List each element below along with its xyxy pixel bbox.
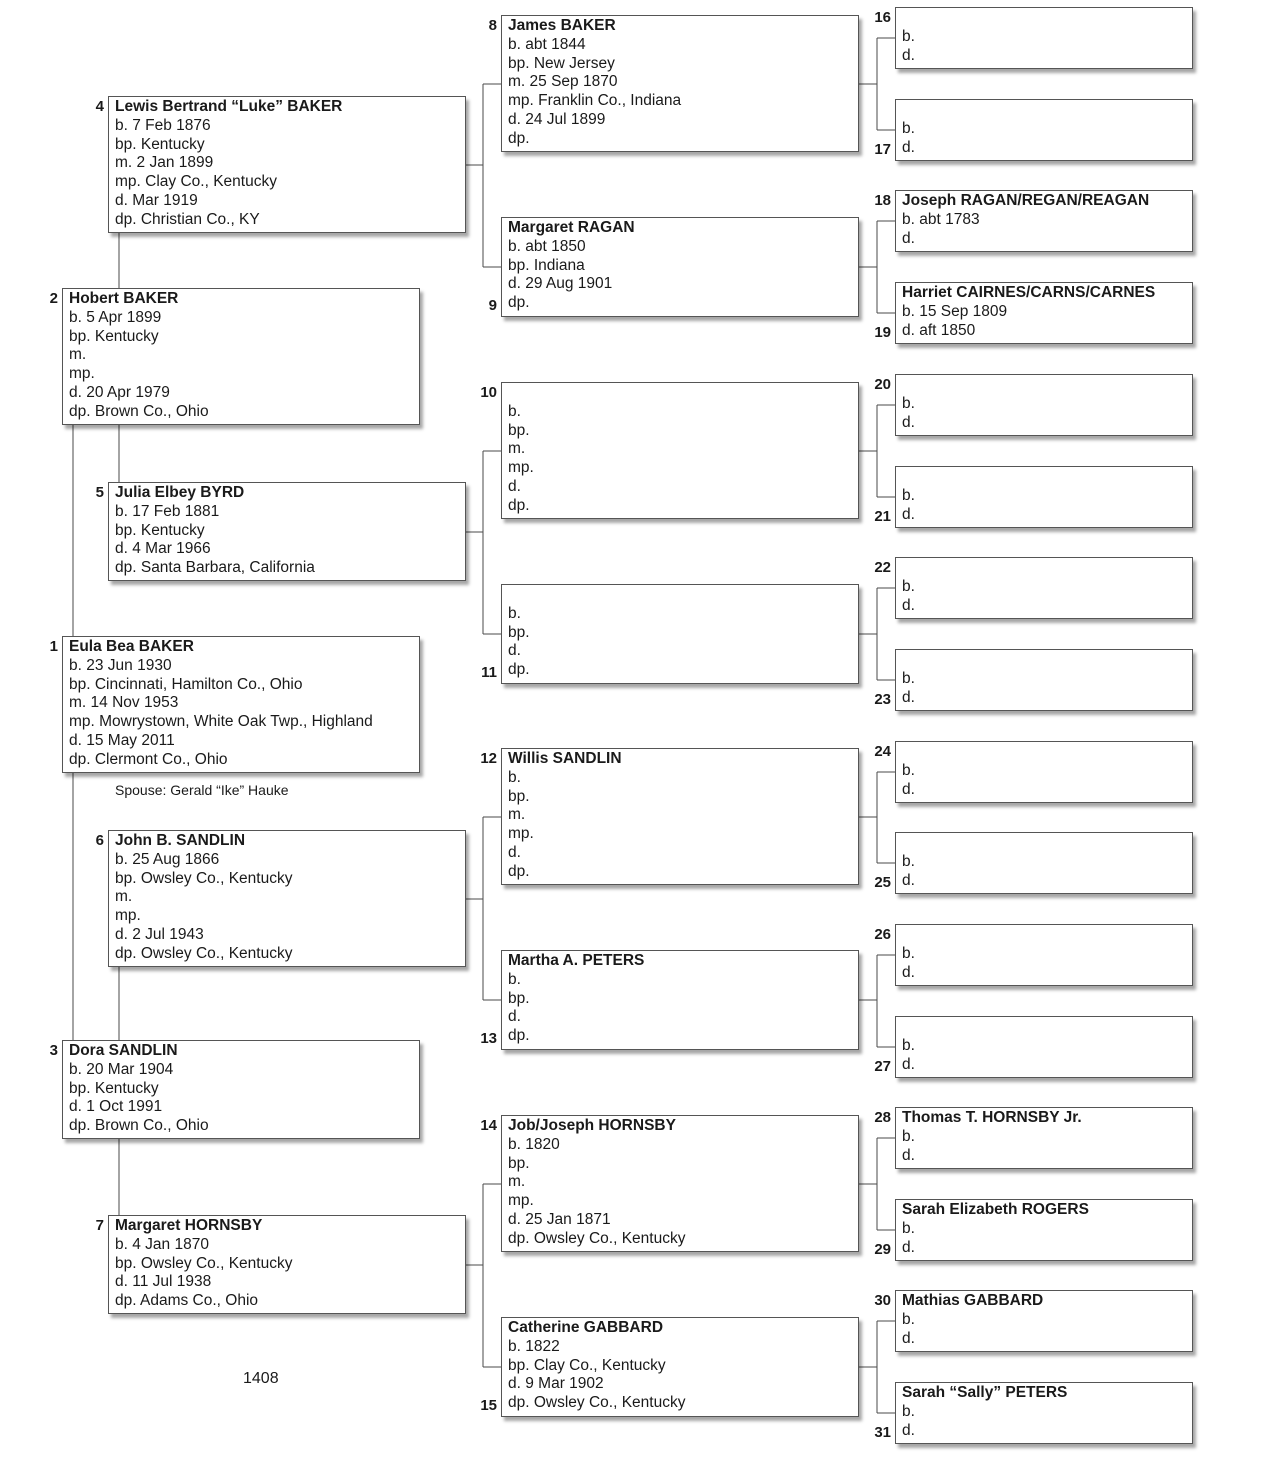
person-detail: b. (902, 1036, 915, 1054)
person-number: 27 (874, 1058, 891, 1075)
person-detail: bp. Owsley Co., Kentucky (115, 1254, 293, 1272)
person-detail: dp. Clermont Co., Ohio (69, 750, 228, 768)
person-name: Willis SANDLIN (508, 750, 622, 767)
person-detail: d. 25 Jan 1871 (508, 1210, 611, 1228)
person-number: 4 (95, 98, 104, 115)
person-box-31 (895, 1382, 1193, 1444)
person-detail: d. (902, 1238, 915, 1256)
person-detail: b. (508, 402, 521, 420)
person-detail: b. (902, 577, 915, 595)
person-detail: b. (902, 119, 915, 137)
person-detail: b. 1822 (508, 1337, 560, 1355)
person-number: 18 (874, 192, 891, 209)
person-detail: dp. Santa Barbara, California (115, 559, 315, 577)
person-detail: d. (508, 477, 521, 495)
person-box-27 (895, 1016, 1193, 1078)
person-name: Dora SANDLIN (69, 1042, 178, 1059)
person-detail: bp. (508, 989, 530, 1007)
person-detail: dp. Owsley Co., Kentucky (115, 944, 293, 962)
person-detail: d. (902, 1146, 915, 1164)
person-number: 31 (874, 1424, 891, 1441)
person-box-28 (895, 1107, 1193, 1169)
person-box-18 (895, 190, 1193, 252)
person-name: James BAKER (508, 17, 616, 34)
person-name: Thomas T. HORNSBY Jr. (902, 1109, 1082, 1126)
page-number: 1408 (243, 1370, 279, 1387)
person-detail: d. (902, 413, 915, 431)
person-name: Sarah “Sally” PETERS (902, 1384, 1068, 1401)
person-box-30 (895, 1290, 1193, 1352)
spouse-note: Spouse: Gerald “Ike” Hauke (115, 782, 289, 798)
person-number: 8 (488, 17, 497, 34)
person-box-4 (108, 96, 466, 233)
person-detail: b. abt 1783 (902, 210, 980, 228)
person-detail: b. (902, 1310, 915, 1328)
person-detail: d. (902, 780, 915, 798)
person-detail: d. (902, 871, 915, 889)
person-detail: b. 25 Aug 1866 (115, 850, 220, 868)
person-detail: b. (902, 486, 915, 504)
person-detail: dp. (508, 862, 530, 880)
person-detail: bp. Indiana (508, 256, 585, 274)
person-detail: d. 9 Mar 1902 (508, 1375, 604, 1393)
person-detail: d. (902, 505, 915, 523)
person-box-15 (501, 1317, 859, 1417)
person-detail: m. 14 Nov 1953 (69, 694, 179, 712)
person-detail: mp. (69, 365, 95, 383)
person-detail: bp. New Jersey (508, 54, 615, 72)
person-number: 29 (874, 1241, 891, 1258)
person-detail: d. (902, 1421, 915, 1439)
person-detail: d. (902, 1329, 915, 1347)
person-box-29 (895, 1199, 1193, 1261)
person-box-6 (108, 830, 466, 967)
person-number: 30 (874, 1292, 891, 1309)
person-detail: d. (902, 1055, 915, 1073)
person-detail: bp. Clay Co., Kentucky (508, 1356, 666, 1374)
person-name: Sarah Elizabeth ROGERS (902, 1201, 1089, 1218)
person-detail: m. (115, 888, 133, 906)
person-box-5 (108, 482, 466, 581)
person-box-20 (895, 374, 1193, 436)
person-number: 19 (874, 324, 891, 341)
person-detail: m. (69, 346, 87, 364)
person-detail: b. (902, 669, 915, 687)
person-number: 1 (49, 638, 58, 655)
person-box-8 (501, 15, 859, 152)
person-name: Catherine GABBARD (508, 1319, 664, 1336)
person-name: Harriet CAIRNES/CARNS/CARNES (902, 284, 1156, 301)
person-number: 21 (874, 508, 891, 525)
person-name: John B. SANDLIN (115, 832, 246, 849)
person-detail: m. (508, 1173, 526, 1191)
person-detail: d. 4 Mar 1966 (115, 540, 211, 558)
person-detail: dp. Christian Co., KY (115, 210, 260, 228)
person-box-14 (501, 1115, 859, 1252)
person-detail: dp. Brown Co., Ohio (69, 402, 209, 420)
person-box-21 (895, 466, 1193, 528)
person-detail: m. 25 Sep 1870 (508, 73, 618, 91)
person-detail: d. (508, 642, 521, 660)
person-detail: d. 1 Oct 1991 (69, 1098, 163, 1116)
person-detail: m. (508, 806, 526, 824)
person-detail: b. 20 Mar 1904 (69, 1060, 174, 1078)
person-detail: b. 7 Feb 1876 (115, 116, 211, 134)
person-number: 15 (480, 1397, 497, 1414)
person-box-19 (895, 282, 1193, 344)
person-box-11 (501, 584, 859, 684)
person-detail: mp. Franklin Co., Indiana (508, 92, 682, 110)
person-name: Julia Elbey BYRD (115, 484, 245, 501)
person-detail: bp. (508, 787, 530, 805)
person-box-13 (501, 950, 859, 1050)
person-detail: b. (902, 761, 915, 779)
person-detail: mp. (115, 907, 141, 925)
person-detail: d. (508, 1008, 521, 1026)
person-detail: b. (508, 604, 521, 622)
person-detail: dp. Brown Co., Ohio (69, 1117, 209, 1135)
person-detail: d. (902, 46, 915, 64)
person-detail: b. 15 Sep 1809 (902, 302, 1008, 320)
person-detail: d. 11 Jul 1938 (115, 1273, 212, 1291)
person-detail: d. 15 May 2011 (69, 731, 175, 749)
person-detail: bp. Kentucky (69, 1079, 159, 1097)
person-box-12 (501, 748, 859, 885)
person-box-16 (895, 7, 1193, 69)
person-detail: b. (902, 1127, 915, 1145)
person-box-23 (895, 649, 1193, 711)
person-detail: d. Mar 1919 (115, 191, 198, 209)
person-number: 22 (874, 559, 891, 576)
person-number: 17 (874, 141, 891, 158)
person-detail: dp. Owsley Co., Kentucky (508, 1394, 686, 1412)
person-detail: mp. Mowrystown, White Oak Twp., Highland (69, 713, 373, 731)
person-detail: bp. Kentucky (69, 327, 159, 345)
person-number: 16 (874, 9, 891, 26)
person-detail: d. (902, 963, 915, 981)
person-box-24 (895, 741, 1193, 803)
person-number: 6 (95, 832, 104, 849)
person-detail: b. 5 Apr 1899 (69, 308, 162, 326)
person-detail: d. (508, 843, 521, 861)
person-detail: b. (508, 970, 521, 988)
person-name: Eula Bea BAKER (69, 638, 194, 655)
person-detail: b. (902, 394, 915, 412)
person-detail: b. (902, 944, 915, 962)
person-box-1 (62, 636, 420, 773)
person-detail: d. (902, 596, 915, 614)
person-box-25 (895, 832, 1193, 894)
person-detail: m. (508, 440, 526, 458)
person-detail: dp. Owsley Co., Kentucky (508, 1229, 686, 1247)
person-detail: dp. (508, 496, 530, 514)
person-detail: b. (902, 27, 915, 45)
person-detail: b. 4 Jan 1870 (115, 1235, 209, 1253)
person-detail: dp. (508, 129, 530, 147)
person-detail: b. 17 Feb 1881 (115, 502, 220, 520)
person-number: 2 (49, 290, 58, 307)
person-detail: d. 2 Jul 1943 (115, 925, 204, 943)
person-box-2 (62, 288, 420, 425)
person-number: 26 (874, 926, 891, 943)
person-detail: d. (902, 688, 915, 706)
person-name: Martha A. PETERS (508, 952, 645, 969)
person-name: Joseph RAGAN/REGAN/REAGAN (902, 192, 1150, 209)
person-detail: mp. (508, 825, 534, 843)
person-detail: mp. Clay Co., Kentucky (115, 173, 277, 191)
person-number: 13 (480, 1030, 497, 1047)
person-number: 11 (481, 664, 497, 681)
person-detail: d. aft 1850 (902, 321, 976, 339)
person-detail: mp. (508, 1192, 534, 1210)
person-detail: bp. Kentucky (115, 135, 205, 153)
person-number: 24 (874, 743, 891, 760)
person-name: Margaret HORNSBY (115, 1217, 263, 1234)
person-detail: d. 29 Aug 1901 (508, 275, 613, 293)
person-detail: d. (902, 229, 915, 247)
person-detail: b. (902, 1219, 915, 1237)
person-box-9 (501, 217, 859, 317)
person-name: Lewis Bertrand “Luke” BAKER (115, 98, 343, 115)
person-detail: b. (902, 1402, 915, 1420)
person-detail: b. abt 1850 (508, 237, 586, 255)
person-detail: b. (508, 768, 521, 786)
person-number: 12 (480, 750, 497, 767)
person-detail: d. (902, 138, 915, 156)
person-detail: bp. (508, 421, 530, 439)
person-detail: mp. (508, 459, 534, 477)
person-number: 9 (488, 297, 497, 314)
person-detail: d. 24 Jul 1899 (508, 110, 606, 128)
person-number: 14 (480, 1117, 497, 1134)
person-number: 5 (95, 484, 104, 501)
person-detail: bp. (508, 1154, 530, 1172)
person-detail: bp. Owsley Co., Kentucky (115, 869, 293, 887)
person-box-26 (895, 924, 1193, 986)
person-number: 3 (49, 1042, 58, 1059)
person-name: Hobert BAKER (69, 290, 179, 307)
person-detail: b. 23 Jun 1930 (69, 656, 172, 674)
person-detail: dp. Adams Co., Ohio (115, 1292, 259, 1310)
person-box-17 (895, 99, 1193, 161)
person-detail: m. 2 Jan 1899 (115, 154, 214, 172)
person-number: 10 (480, 384, 497, 401)
person-box-22 (895, 557, 1193, 619)
person-detail: dp. (508, 294, 530, 312)
person-detail: b. abt 1844 (508, 35, 586, 53)
person-detail: dp. (508, 661, 530, 679)
person-number: 20 (874, 376, 891, 393)
person-name: Margaret RAGAN (508, 219, 635, 236)
person-number: 7 (95, 1217, 104, 1234)
person-detail: d. 20 Apr 1979 (69, 383, 170, 401)
person-detail: bp. Kentucky (115, 521, 205, 539)
person-detail: dp. (508, 1027, 530, 1045)
person-number: 28 (874, 1109, 891, 1126)
person-name: Job/Joseph HORNSBY (508, 1117, 676, 1134)
person-detail: b. (902, 852, 915, 870)
person-box-7 (108, 1215, 466, 1314)
person-detail: bp. Cincinnati, Hamilton Co., Ohio (69, 675, 303, 693)
person-number: 23 (874, 691, 891, 708)
person-name: Mathias GABBARD (902, 1292, 1044, 1309)
person-detail: b. 1820 (508, 1135, 560, 1153)
person-box-3 (62, 1040, 420, 1139)
person-box-10 (501, 382, 859, 519)
person-detail: bp. (508, 623, 530, 641)
person-number: 25 (874, 874, 891, 891)
